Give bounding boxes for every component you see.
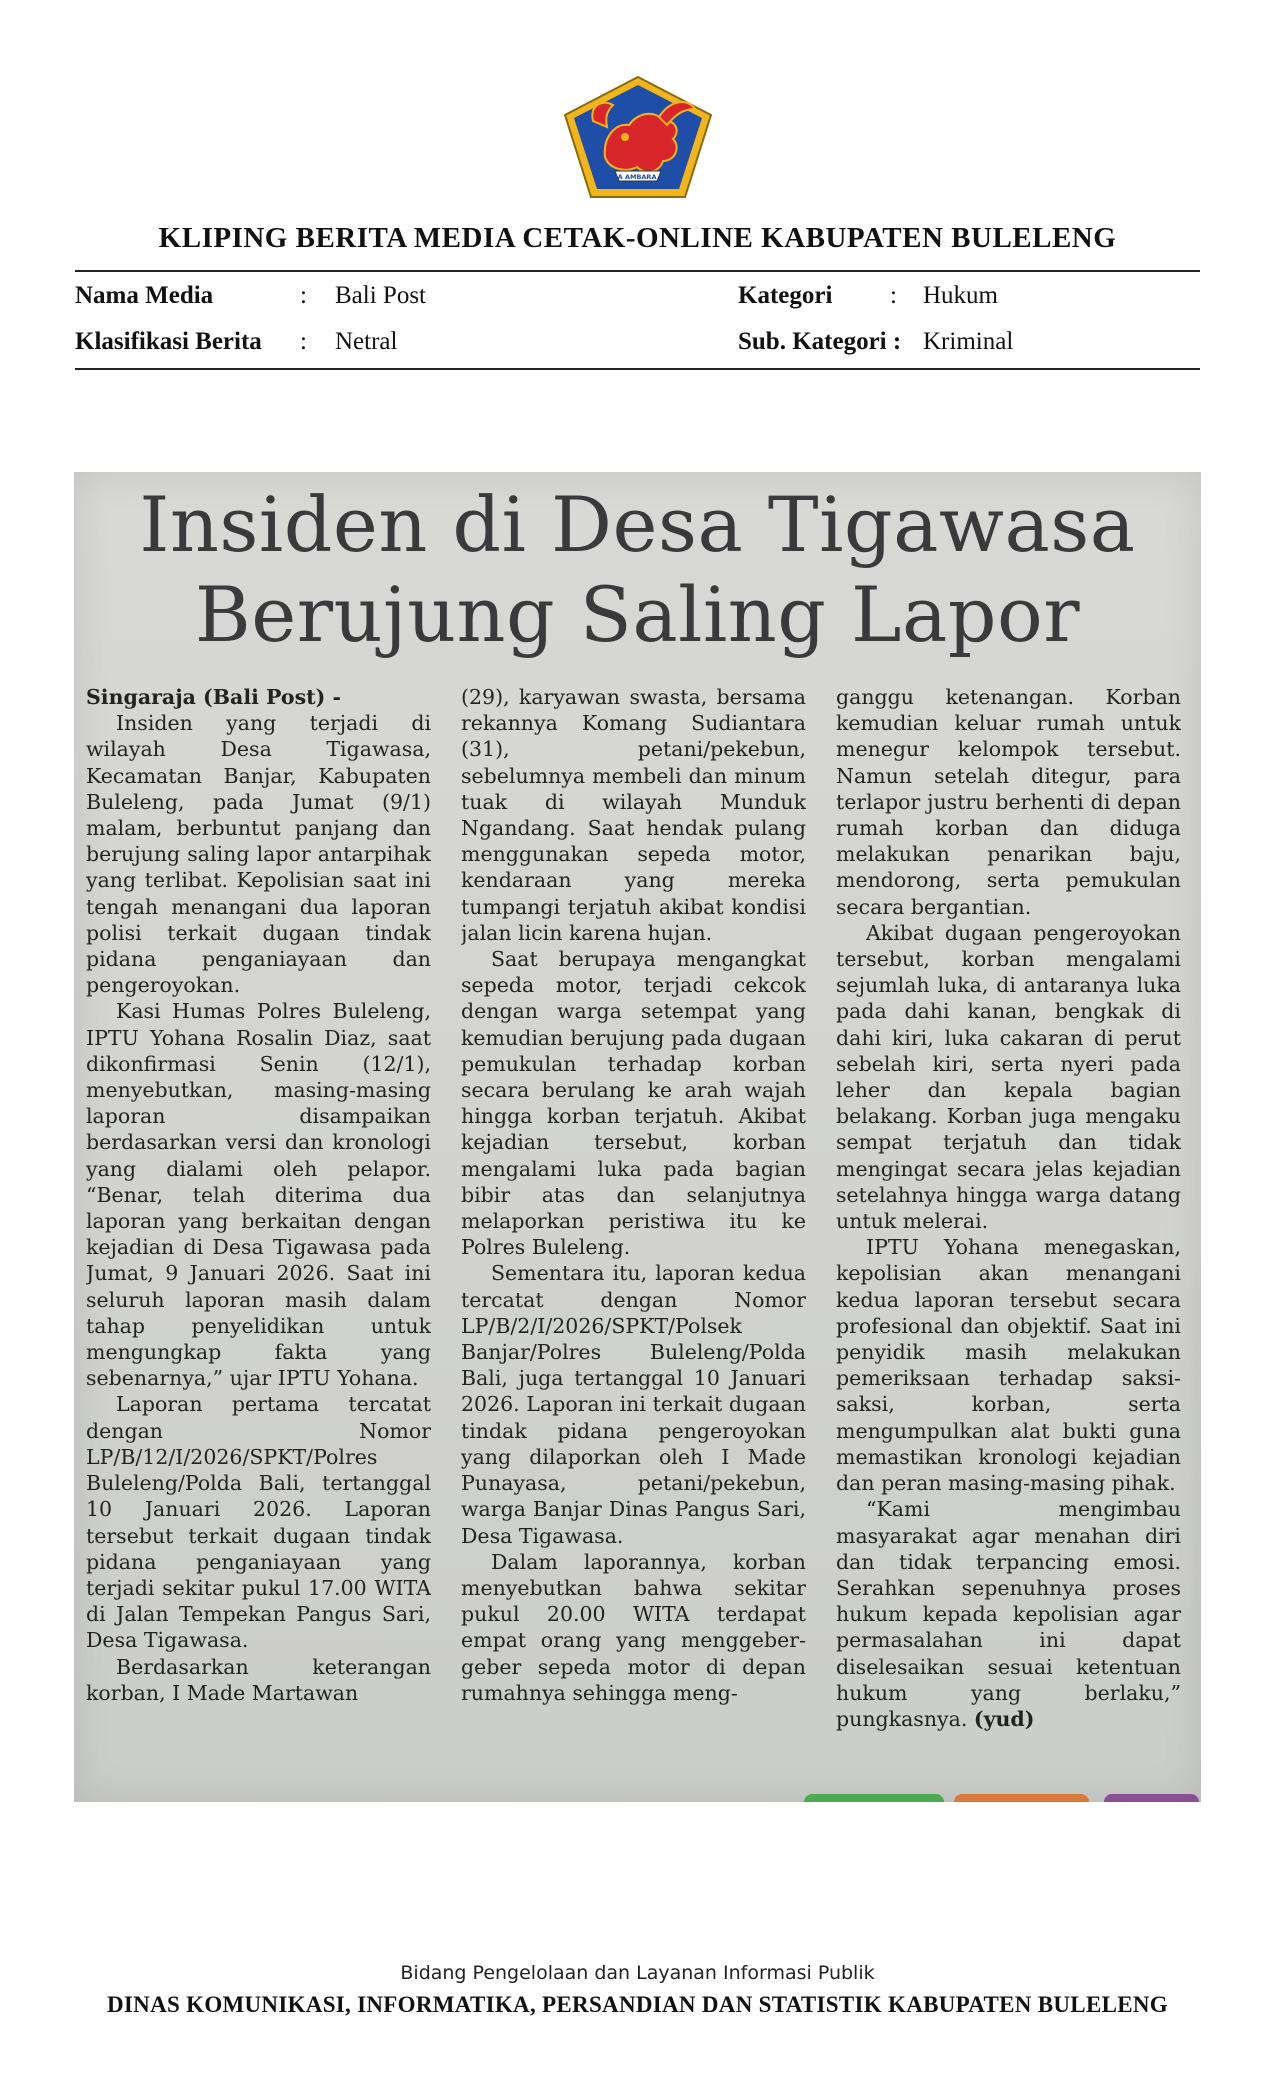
meta-separator: :	[300, 282, 307, 309]
paragraph: ganggu ketenangan. Korban kemudian keluar rumah untuk menegur kelompok tersebut. Namun setelah ditegur, para terlapor justru berhenti di depan rumah korban dan diduga melakukan penarikan baju, mendorong, serta pemukulan secara bergantian.	[836, 685, 1181, 919]
meta-separator: :	[300, 328, 307, 355]
paragraph: IPTU Yohana menegaskan, kepolisian akan menangani kedua laporan tersebut secara profesional dan objektif. Saat ini penyidik masih melakukan pemeriksaan terhadap saksi-saksi, korban, serta mengumpulkan alat bukti guna memastikan kronologi kejadian dan peran masing-masing pihak.	[836, 1235, 1181, 1496]
footer-department: Bidang Pengelolaan dan Layanan Informasi Publik	[400, 1962, 875, 1984]
paragraph: Berdasarkan keterangan korban, I Made Martawan	[86, 1654, 431, 1705]
page-edge-marks	[74, 1792, 1201, 1802]
klasifikasi-label: Klasifikasi Berita	[75, 328, 262, 355]
article-column-3	[836, 684, 1181, 1799]
meta-row-media	[75, 282, 1200, 322]
dateline: Singaraja (Bali Post) -	[86, 685, 341, 709]
color-mark	[804, 1794, 944, 1802]
header-bottom-divider	[75, 368, 1200, 370]
author-signature: (yud)	[973, 1706, 1035, 1731]
klasifikasi-value: Netral	[335, 328, 398, 355]
article-column-1	[86, 684, 431, 1799]
paragraph: Saat berupaya mengangkat sepeda motor, terjadi cekcok dengan warga setempat yang kemudian berujung pada dugaan pemukulan terhadap korban secara berulang ke arah wajah hingga korban terjatuh. Akibat kejadian tersebut, korban mengalami luka pada bagian bibir atas dan selanjutnya melaporkan peristiwa itu ke Polres Buleleng.	[461, 947, 806, 1260]
paragraph: “Kami mengimbau masyarakat agar menahan diri dan tidak terpancing emosi. Serahkan sepenuhnya proses hukum kepada kepolisian agar permasalahan ini dapat diselesaikan sesuai ketentuan hukum yang berlaku,” pungkasnya.	[836, 1497, 1181, 1731]
paragraph: Dalam laporannya, korban menyebutkan bahwa sekitar pukul 20.00 WITA terdapat empat orang yang menggeber-geber sepeda motor di depan rumahnya sehingga meng-	[461, 1549, 806, 1705]
footer-agency: DINAS KOMUNIKASI, INFORMATIKA, PERSANDIAN DAN STATISTIK KABUPATEN BULELENG	[107, 1992, 1168, 2017]
paragraph: Laporan pertama tercatat dengan Nomor LP/B/12/I/2026/SPKT/Polres Buleleng/Polda Bali, tertanggal 10 Januari 2026. Laporan tersebut terkait dugaan tindak pidana penganiayaan yang terjadi sekitar pukul 17.00 WITA di Jalan Tempekan Pangus Sari, Desa Tigawasa.	[86, 1392, 431, 1653]
nama-media-value: Bali Post	[335, 282, 426, 309]
nama-media-label: Nama Media	[75, 282, 214, 309]
article-headline	[74, 480, 1201, 660]
sub-kategori-value: Kriminal	[923, 328, 1014, 355]
paragraph: Kasi Humas Polres Buleleng, IPTU Yohana Rosalin Diaz, saat dikonfirmasi Senin (12/1), menyebutkan, masing-masing laporan disampaikan berdasarkan versi dan kronologi yang dialami oleh pelapor. “Benar, telah diterima dua laporan yang berkaitan dengan kejadian di Desa Tigawasa pada Jumat, 9 Januari 2026. Saat ini seluruh laporan masih dalam tahap penyelidikan untuk mengungkap fakta yang sebenarnya,” ujar IPTU Yohana.	[86, 999, 431, 1391]
headline-line-1: Insiden di Desa Tigawasa	[139, 480, 1136, 569]
color-mark	[954, 1794, 1089, 1802]
paragraph: Sementara itu, laporan kedua tercatat dengan Nomor LP/B/2/I/2026/SPKT/Polsek Banjar/Polres Buleleng/Polda Bali, juga tertanggal 10 Januari 2026. Laporan ini terkait dugaan tindak pidana pengeroyokan yang dilaporkan oleh I Made Punayasa, petani/pekebun, warga Banjar Dinas Pangus Sari, Desa Tigawasa.	[461, 1261, 806, 1548]
kategori-value: Hukum	[923, 282, 998, 309]
lion-emblem-icon	[563, 75, 713, 200]
document-title: KLIPING BERITA MEDIA CETAK-ONLINE KABUPATEN BULELENG	[158, 222, 1117, 254]
sub-kategori-label: Sub. Kategori :	[738, 328, 902, 355]
logo-motto: SINGA AMBARA RAJA	[599, 173, 677, 181]
headline-line-2: Berujung Saling Lapor	[194, 570, 1081, 659]
article-body	[86, 684, 1186, 1799]
article-column-2	[461, 684, 806, 1799]
header-top-divider	[75, 270, 1200, 272]
government-logo	[563, 75, 713, 200]
newspaper-clipping	[74, 472, 1201, 1802]
color-mark	[1104, 1794, 1199, 1802]
paragraph: Akibat dugaan pengeroyokan tersebut, korban mengalami sejumlah luka, di antaranya luka pada dahi kanan, bengkak di dahi kiri, luka cakaran di perut sebelah kiri, serta nyeri pada leher dan kepala bagian belakang. Korban juga mengaku sempat terjatuh dan tidak mengingat secara jelas kejadian setelahnya hingga warga datang untuk melerai.	[836, 920, 1181, 1234]
paragraph: Insiden yang terjadi di wilayah Desa Tigawasa, Kecamatan Banjar, Kabupaten Buleleng, pada Jumat (9/1) malam, berbuntut panjang dan berujung saling lapor antarpihak yang terlibat. Kepolisian saat ini tengah menangani dua laporan polisi terkait dugaan tindak pidana penganiayaan dan pengeroyokan.	[86, 711, 431, 998]
kategori-label: Kategori	[738, 282, 833, 309]
meta-row-klasifikasi	[75, 328, 1200, 368]
paragraph: (29), karyawan swasta, bersama rekannya Komang Sudiantara (31), petani/pekebun, sebelumnya membeli dan minum tuak di wilayah Munduk Ngandang. Saat hendak pulang menggunakan sepeda motor, kendaraan yang mereka tumpangi terjatuh akibat kondisi jalan licin karena hujan.	[461, 685, 806, 945]
meta-separator: :	[890, 282, 897, 309]
